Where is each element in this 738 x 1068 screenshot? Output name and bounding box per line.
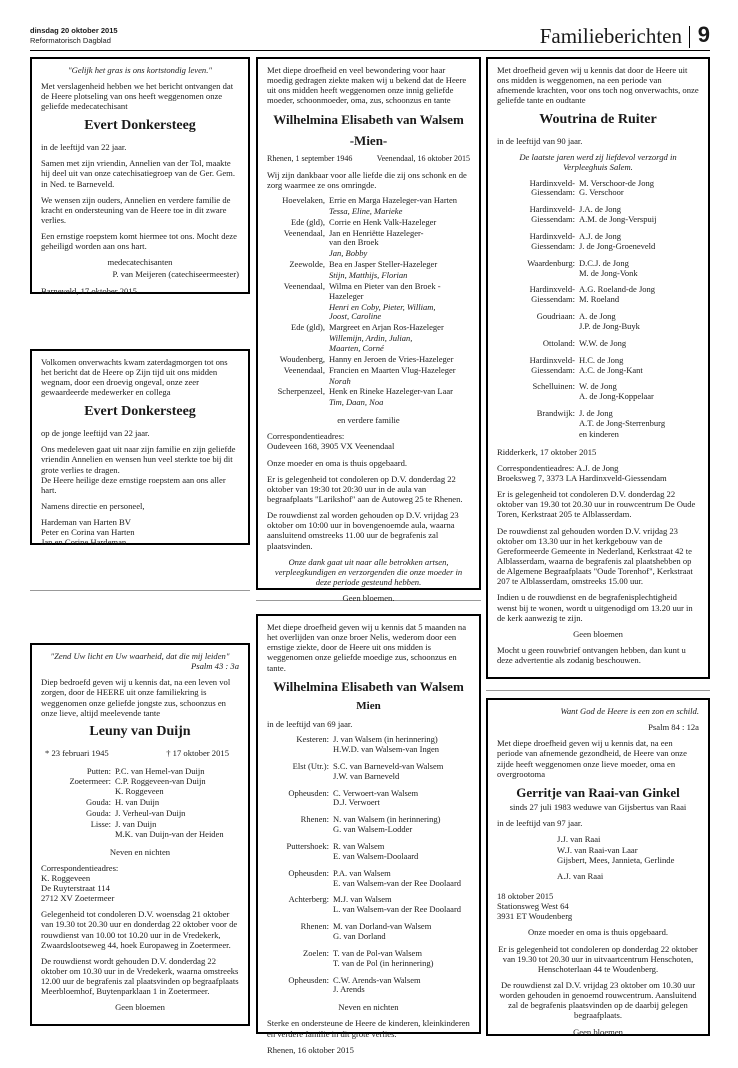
ad-family: J.J. van Raai W.J. van Raai-van Laar Gijsbert, Mees, Jannieta, Gerlinde [557, 834, 675, 865]
ad-address: Correspondentieadres: A.J. de Jong Broeksweg 7, 3373 LA Hardinxveld-Giessendam [497, 462, 667, 483]
family-names: H.C. de Jong A.C. de Jong-Kant [579, 354, 643, 375]
ad-place-date: Ridderkerk, 17 oktober 2015 [497, 446, 597, 457]
family-names: J. Verheul-van Duijn [115, 807, 186, 818]
family-grandchildren: Henri en Coby, Pieter, William, Joost, Caroline [329, 301, 436, 322]
ad-flowers: Geen bloemen. [342, 593, 395, 604]
family-names: A.J. de Jong J. de Jong-Groeneveld [579, 230, 656, 251]
ad-intro: Met diepe droefheid geven wij u kennis dat 5 maanden na het overlijden van onze broer Nelis, wederom door een ernstige ziekte, door de Heere uit ons midden is weggenomen onze geliefde moedige zus, schoonzus en tante. [267, 622, 467, 673]
ad-place-date: Barneveld, 17 oktober 2015 [41, 285, 137, 296]
family-place: Veenendaal, [283, 364, 325, 375]
family-place: Waardenburg: [527, 257, 575, 268]
family-list [41, 767, 231, 841]
deceased-name: Woutrina de Ruiter [539, 111, 657, 127]
family-place: Rhenen: [300, 921, 329, 932]
ad-paragraph: Wij zijn dankbaar voor alle liefde die zij ons schonk en de zorg waarmee ze ons omringde. [267, 169, 467, 190]
ad-signature: medecatechisanten [107, 257, 173, 268]
ad-van-duijn [30, 643, 250, 1026]
family-names: R. van Walsem E. van Walsem-Doolaard [333, 841, 419, 861]
ad-age: in de leeftijd van 97 jaar. [497, 818, 583, 829]
family-place: Goudriaan: [536, 311, 575, 322]
family-names: Jan en Henriëtte Hazeleger- van den Broek [329, 227, 424, 248]
ad-motto: "Zend Uw licht en Uw waarheid, dat die mij leiden" [50, 651, 230, 661]
family-row [497, 205, 691, 226]
family-place: Woudenberg, [279, 353, 325, 364]
family-names: W.W. de Jong [579, 337, 627, 348]
ad-paragraph: Namens directie en personeel, [41, 500, 145, 511]
family-grandchildren: Norah [329, 375, 351, 386]
family-names: Errie en Marga Hazeleger-van Harten [329, 194, 458, 205]
deceased-name: Evert Donkersteeg [84, 117, 196, 133]
family-row [267, 366, 470, 377]
ad-age: in de leeftijd van 90 jaar. [497, 136, 583, 147]
family-row [497, 409, 691, 430]
ad-paragraph: We wensen zijn ouders, Annelien en verdere familie de kracht en ondersteuning van de Heere toe in dit zware verlies. [41, 194, 231, 225]
ad-signature: P. van Meijeren (catechiseermeester) [112, 269, 239, 280]
family-place: Rhenen: [300, 814, 329, 825]
family-grandchildren: Stijn, Matthijs, Florian [329, 269, 408, 280]
family-place: Zoetermeer: [69, 776, 111, 787]
family-names: Hanny en Jeroen de Vries-Hazeleger [329, 353, 454, 364]
family-names: H. van Duijn [115, 797, 160, 808]
family-place: Gouda: [85, 807, 111, 818]
ad-flowers: Geen bloemen [573, 1026, 623, 1037]
family-place: Scherpenzeel, [277, 386, 325, 397]
family-list [267, 735, 470, 996]
ad-paragraph: Ons medeleven gaat uit naar zijn familie en zijn geliefde vriendin Annelien en wensen hun veel sterkte toe bij dit grote verlies te dragen. De Heere heilige deze ernstige roepstem aan ons aller hart. [41, 444, 236, 495]
family-row [497, 232, 691, 253]
family-grandchildren: Tessa, Eline, Marieke [329, 205, 403, 216]
ad-age: in de leeftijd van 22 jaar. [41, 142, 127, 153]
family-row [267, 895, 470, 916]
family-names: Wilma en Pieter van den Broek - Hazeleger [329, 280, 441, 301]
ad-paragraph: Een ernstige roepstem komt hiermee tot ons. Mocht deze geheiligd worden aan ons hart. [41, 231, 237, 252]
family-row [267, 842, 470, 863]
family-grandchildren: Tim, Daan, Noa [329, 397, 384, 408]
issue-date: dinsdag 20 oktober 2015 [30, 26, 118, 35]
family-names: J.A. de Jong A.M. de Jong-Verspuij [579, 204, 657, 225]
ad-motto-ref: Psalm 43 : 3a [191, 661, 239, 672]
family-place: Hardinxveld- Giessendam: [529, 284, 575, 305]
deceased-name: Leuny van Duijn [89, 723, 191, 739]
birth-date: Rhenen, 1 september 1946 [267, 154, 353, 164]
family-row [497, 430, 691, 441]
ad-motto: "Gelijk het gras is ons kortstondig leven." [68, 65, 212, 75]
death-date: † 17 oktober 2015 [166, 748, 229, 759]
family-names: Francien en Maarten Vlug-Hazeleger [329, 364, 456, 375]
family-names: Bea en Jasper Steller-Hazeleger [329, 259, 438, 270]
ad-paragraph: Onze moeder en oma is thuis opgebaard. [527, 927, 669, 938]
ad-address: Correspondentieadres: Oudeveen 168, 3905 VX Veenendaal [267, 431, 395, 452]
family-names: D.C.J. de Jong M. de Jong-Vonk [579, 257, 638, 278]
column-divider [30, 590, 250, 591]
ad-paragraph: Er is gelegenheid tot condoleren D.V. donderdag 22 oktober van 19.30 tot 20.30 uur in rouwcentrum De Oude Toren, Kerkstraat 205 te Alblasserdam. [497, 489, 696, 520]
family-names: A. de Jong J.P. de Jong-Buyk [579, 311, 640, 331]
family-row [267, 735, 470, 756]
family-row [267, 815, 470, 836]
family-place: Zoelen: [303, 947, 329, 958]
ad-paragraph: Er is gelegenheid tot condoleren op donderdag 22 oktober van 19.30 tot 20.30 uur in uitvaartcentrum Henschoten, Henschoterlaan 44 te Woudenberg. [498, 943, 698, 974]
publication-name: Reformatorisch Dagblad [30, 36, 111, 45]
ad-thanks: Onze dank gaat uit naar alle betrokken artsen, verpleegkundigen en verzorgenden die onze moeder in deze periode gesteund hebben. [274, 556, 463, 587]
page-number: 9 [697, 22, 710, 47]
ad-nephews: Neven en nichten [338, 1002, 399, 1013]
deceased-nickname: Mien [356, 700, 381, 713]
family-names: C.W. Arends-van Walsem J. Arends [333, 974, 421, 995]
ad-donkersteeg-werkgever [30, 349, 250, 548]
family-place: Zeewolde, [289, 259, 325, 270]
family-row [267, 949, 470, 970]
ad-paragraph: De rouwdienst zal gehouden worden D.V. vrijdag 23 oktober om 13.30 uur in het kerkgebouw van de Gereformeerde Gemeente in Nederland, Kerkstraat 42 te Alblasserdam, waarna de begrafenis zal plaatshebben op de Algemene Begraafplaats "Oude Torenhof", Kerkstraat 207 te Alblasserdam, omstreeks 15.00 uur. [497, 525, 693, 587]
ad-paragraph: Onze moeder en oma is thuis opgebaard. [267, 457, 408, 468]
family-names: J. van Duijn M.K. van Duijn-van der Heiden [115, 818, 224, 839]
family-place: Hardinxveld- Giessendam: [529, 354, 575, 375]
ad-intro: Met diepe droefheid geven wij u kennis dat, na een periode van afnemende gezondheid, de Heere van onze zijde heeft weggenomen onze lieve moeder, oma en overgrootoma [497, 738, 687, 779]
life-dates [267, 154, 470, 163]
family-place: Hardinxveld- Giessendam: [529, 230, 575, 251]
ad-van-walsem-kinderen [256, 57, 481, 604]
family-row [497, 259, 691, 280]
deceased-nickname: -Mien- [349, 132, 388, 148]
family-place: Kesteren: [296, 734, 329, 745]
family-row [267, 334, 470, 355]
family-children: en kinderen [579, 428, 619, 439]
ad-intro: Volkomen onverwachts kwam zaterdagmorgen tot ons het bericht dat de Heere op Zijn tijd uit ons midden wegnam, door een droevig ongeval, onze zeer gewaardeerde medewerker en collega [41, 357, 228, 398]
ad-age: in de leeftijd van 69 jaar. [267, 719, 353, 729]
deceased-name: Wilhelmina Elisabeth van Walsem [273, 111, 464, 127]
family-row [267, 762, 470, 783]
family-grandchildren: Willemijn, Ardin, Julian, Maarten, Corné [329, 333, 413, 353]
family-row [267, 789, 470, 810]
family-row [267, 303, 470, 324]
family-place: Opheusden: [288, 974, 329, 985]
family-row [41, 820, 231, 841]
family-names: A.G. Roeland-de Jong M. Roeland [579, 284, 656, 305]
ad-paragraph: Samen met zijn vriendin, Annelien van der Tol, maakte hij deel uit van onze catechisatiegroep van de Ger. Gem. in Ned. te Barneveld. [41, 158, 235, 189]
family-row [497, 382, 691, 403]
family-names: P.C. van Hemel-van Duijn [115, 765, 205, 776]
column-divider [486, 690, 710, 691]
ad-family-end: en verdere familie [337, 415, 400, 426]
deceased-name: Gerritje van Raai-van Ginkel [516, 784, 680, 800]
family-place: Opheusden: [288, 867, 329, 878]
family-row [497, 179, 691, 200]
ad-paragraph: Mocht u geen rouwbrief ontvangen hebben, dan kunt u deze advertentie als zodanig beschouwen. [497, 644, 686, 666]
birth-date: * 23 februari 1945 [45, 748, 109, 759]
family-row [497, 339, 691, 350]
family-row [267, 218, 470, 229]
ad-paragraph: De rouwdienst wordt gehouden D.V. donderdag 22 oktober om 10.30 uur in de Vredekerk, waarna omstreeks 12.00 uur de begrafenis zal plaatsvinden op begraafplaats Meerbloemhof, Buytenparklaan 1 in Zoetermeer. [41, 955, 239, 997]
ad-van-raai [486, 698, 710, 1036]
family-place: Hardinxveld- Giessendam: [529, 204, 575, 225]
ad-paragraph: Gelegenheid tot condoleren D.V. woensdag 21 oktober van 19.30 tot 20.30 uur en donderdag 22 oktober voor de rouwdienst van 10.00 tot 10.20 uur in de Vredekerk, Zwaardslootseweg 44, hoek Europaweg in Zoetermeer. [41, 909, 238, 950]
family-row [497, 312, 691, 333]
family-names: W. de Jong A. de Jong-Koppelaar [579, 381, 654, 402]
family-names: P.A. van Walsem E. van Walsem-van der Ree Doolaard [333, 867, 462, 888]
ad-motto-ref: Psalm 84 : 12a [648, 722, 699, 733]
deceased-name: Wilhelmina Elisabeth van Walsem [273, 678, 464, 694]
family-grandchildren: Jan, Bobby [329, 248, 368, 259]
ad-de-ruiter [486, 57, 710, 679]
family-place: Lisse: [90, 818, 111, 829]
death-date: Veenendaal, 16 oktober 2015 [376, 154, 470, 164]
ad-paragraph: De rouwdienst zal D.V. vrijdag 23 oktober om 10.30 uur worden gehouden in genoemd rouwcentrum. Aansluitend zal de begrafenis plaatsvinden op de daarbij gelegen begraafplaats. [499, 980, 697, 1021]
ad-paragraph: Er is gelegenheid tot condoleren op D.V. donderdag 22 oktober van 19:30 tot 20:30 uur in de aula van begraafplaats "Larikshof" aan de Autoweg 25 te Rhenen. [267, 473, 463, 504]
ad-flowers: Geen bloemen [115, 1002, 165, 1013]
ad-paragraph: Indien u de rouwdienst en de begrafenisplechtigheid wenst bij te wonen, wordt u uitgenodigd om 13.20 uur in de kerk aanwezig te zijn. [497, 592, 693, 623]
family-names: C. Verwoert-van Walsem D.J. Verwoert [333, 787, 419, 808]
family-names: S.C. van Barneveld-van Walsem J.W. van Barneveld [333, 760, 444, 781]
family-names: M.J. van Walsem L. van Walsem-van der Ree Doolaard [333, 894, 462, 915]
family-names: N. van Walsem (in herinnering) G. van Walsem-Lodder [333, 814, 441, 835]
family-row [41, 777, 231, 798]
family-place: Veenendaal, [283, 280, 325, 291]
family-place: Ede (gld), [291, 322, 325, 333]
family-list [267, 196, 470, 409]
masthead-divider [689, 26, 690, 48]
deceased-name: Evert Donkersteeg [84, 403, 196, 419]
ad-signature: Hardeman van Harten BV Peter en Corina van Harten Jan en Corine Hardeman [41, 517, 135, 548]
ad-intro: Diep bedroefd geven wij u kennis dat, na een leven vol zorgen, door de HEERE uit onze familiekring is weggenomen onze geliefde jongste zus, schoonzus en onze lieve, altijd meelevende tante [41, 677, 231, 718]
ad-paragraph: Sterke en ondersteune de Heere de kinderen, kleinkinderen en verdere familie in dit grote verlies. [267, 1018, 470, 1039]
family-place: Achterberg: [288, 894, 329, 905]
family-row [267, 282, 470, 303]
family-names: Henk en Rineke Hazeleger-van Laar [329, 386, 453, 397]
family-place: Ede (gld), [291, 216, 325, 227]
family-names: Margreet en Arjan Ros-Hazeleger [329, 322, 444, 333]
family-row [497, 285, 691, 306]
family-place: Veenendaal, [283, 227, 325, 238]
family-place: Schelluinen: [532, 381, 575, 392]
family-row [267, 229, 470, 250]
ad-intro: Met verslagenheid hebben we het bericht ontvangen dat de Heere plotseling van ons heeft weggenomen onze geliefde medecatechisant [41, 81, 234, 112]
family-names: T. van de Pol-van Walsem T. van de Pol (in herinnering) [333, 947, 434, 968]
family-names: J. van Walsem (in herinnering) H.W.D. van Walsem-van Ingen [333, 734, 440, 754]
ad-family: A.J. van Raai [557, 870, 604, 881]
family-row [267, 922, 470, 943]
family-row [497, 356, 691, 377]
family-names: Corrie en Henk Valk-Hazeleger [329, 216, 437, 227]
ad-intro: Met droefheid geven wij u kennis dat door de Heere uit ons midden is weggenomen, na een periode van afnemende krachten, voor ons toch nog onverwachts, onze geliefde tante en oudtante [497, 65, 699, 106]
family-list [497, 179, 691, 441]
family-place: Ottoland: [542, 337, 575, 348]
masthead [30, 22, 710, 51]
ad-van-walsem-familie [256, 614, 481, 1055]
family-row [267, 398, 470, 409]
family-place: Hardinxveld- Giessendam: [529, 177, 575, 198]
family-place: Elst (Utr.): [292, 760, 329, 771]
family-place: Brandwijk: [536, 408, 575, 419]
ad-intro: Met diepe droefheid en veel bewondering voor haar moedig gedragen ziekte maken wij u bekend dat de Heere uit ons midden heeft weggenomen onze innig geliefde moeder, schoonmoeder, oma, zus, schoonzus en tante [267, 65, 467, 106]
ad-address: 18 oktober 2015 Stationsweg West 64 3931 ET Woudenberg [497, 891, 573, 922]
section-title: Familieberichten [539, 24, 682, 48]
life-dates [45, 748, 229, 758]
family-place: Opheusden: [288, 787, 329, 798]
ad-flowers: Geen bloemen [573, 628, 623, 639]
family-place: Putten: [86, 765, 111, 776]
family-names: J. de Jong A.T. de Jong-Sterrenburg [579, 408, 666, 428]
ad-age: op de jonge leeftijd van 22 jaar. [41, 428, 150, 439]
ad-spouse: sinds 27 juli 1983 weduwe van Gijsbertus van Raai [509, 802, 687, 813]
family-place: Hoevelaken, [282, 194, 325, 205]
ad-donkersteeg-catechisatie [30, 57, 250, 294]
family-place: Puttershoek: [286, 841, 329, 852]
family-names: M. van Dorland-van Walsem G. van Dorland [333, 921, 432, 942]
family-names: M. Verschoor-de Jong G. Verschoor [579, 177, 654, 198]
family-row [267, 976, 470, 997]
family-place: Gouda: [85, 797, 111, 808]
ad-place-date: Rhenen, 16 oktober 2015 [267, 1044, 354, 1055]
family-row [267, 869, 470, 890]
family-names: C.P. Roggeveen-van Duijn K. Roggeveen [115, 776, 206, 797]
ad-motto: De laatste jaren werd zij liefdevol verzorgd in Verpleeghuis Salem. [519, 152, 677, 173]
ad-nephews: Neven en nichten [109, 846, 171, 857]
ad-address: Correspondentieadres: K. Roggeveen De Ruyterstraat 114 2712 XV Zoetermeer [41, 862, 119, 904]
ad-motto: Want God de Heere is een zon en schild. [560, 706, 699, 716]
ad-paragraph: De rouwdienst zal worden gehouden op D.V. vrijdag 23 oktober om 10:00 uur in bovengenoemde aula, waarna aansluitend omstreeks 11.00 uur de begrafenis zal plaatsvinden. [267, 510, 459, 551]
